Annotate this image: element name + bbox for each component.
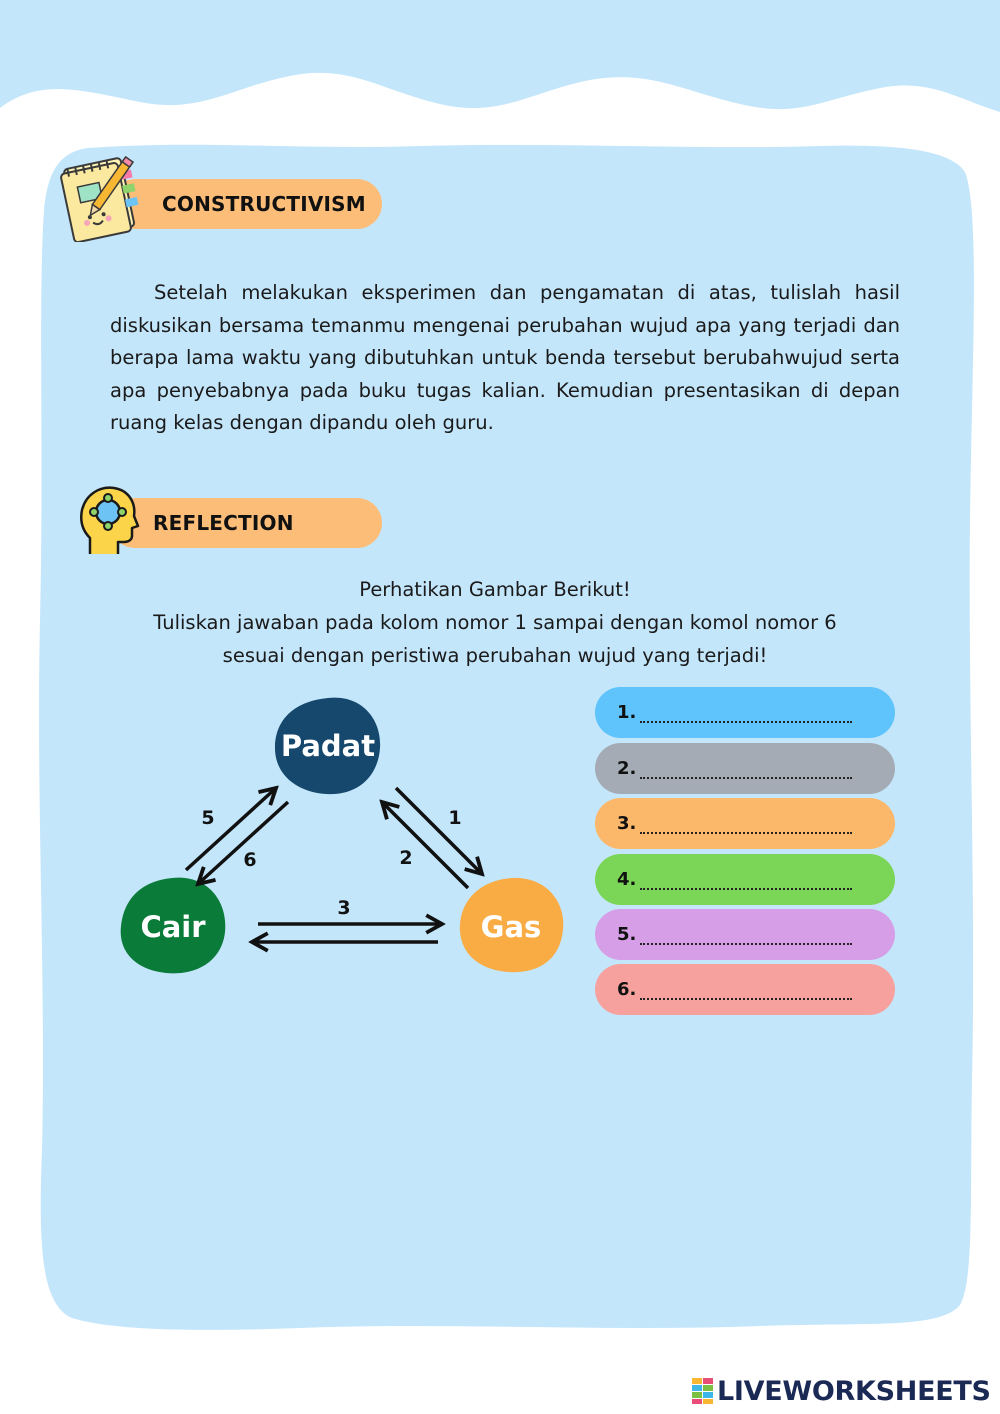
- answer-number: 1.: [617, 702, 637, 723]
- answer-blank-line[interactable]: [640, 986, 852, 1000]
- notebook-pencil-icon: [56, 152, 150, 242]
- arrow-number-5: 5: [201, 807, 215, 829]
- answer-number: 5.: [617, 924, 637, 945]
- gas-label: Gas: [480, 910, 542, 944]
- arrow-number-6: 6: [243, 849, 257, 871]
- liveworksheets-wordmark: LIVEWORKSHEETS: [717, 1375, 991, 1407]
- arrow-number-3: 3: [337, 897, 351, 919]
- arrow-number-1: 1: [448, 807, 462, 829]
- instruction-line-3: sesuai dengan peristiwa perubahan wujud yang terjadi!: [222, 644, 768, 667]
- instruction-line-1: Perhatikan Gambar Berikut!: [359, 578, 631, 601]
- reflection-title: REFLECTION: [153, 511, 294, 535]
- constructivism-title: CONSTRUCTIVISM: [162, 192, 366, 216]
- answer-blank-line[interactable]: [640, 876, 852, 890]
- answer-field-2[interactable]: [595, 743, 895, 794]
- answer-blank-line[interactable]: [640, 709, 852, 723]
- answer-field-5[interactable]: [595, 909, 895, 960]
- answer-blank-line[interactable]: [640, 820, 852, 834]
- cair-label: Cair: [140, 910, 206, 944]
- reflection-header: [110, 498, 382, 548]
- answer-number: 6.: [617, 979, 637, 1000]
- answer-number: 2.: [617, 758, 637, 779]
- answer-number: 4.: [617, 869, 637, 890]
- constructivism-header: [110, 179, 382, 229]
- liveworksheets-logo-icon: [692, 1378, 714, 1404]
- answer-field-1[interactable]: [595, 687, 895, 738]
- answer-blank-line[interactable]: [640, 765, 852, 779]
- answer-field-4[interactable]: [595, 854, 895, 905]
- answer-field-3[interactable]: [595, 798, 895, 849]
- constructivism-paragraph: Setelah melakukan eksperimen dan pengamatan di atas, tulislah hasil diskusikan bersama temanmu mengenai perubahan wujud apa yang terjadi dan berapa lama waktu yang dibutuhkan untuk benda tersebut berubahwujud serta apa penyebabnya pada buku tugas kalian. Kemudian presentasikan di depan ruang kelas dengan dipandu oleh guru.: [110, 281, 900, 434]
- arrow-number-2: 2: [399, 847, 413, 869]
- padat-label: Padat: [280, 729, 376, 763]
- answer-number: 3.: [617, 813, 637, 834]
- arrow-5: [186, 788, 276, 870]
- state-change-diagram: [100, 690, 580, 990]
- liveworksheets-brand[interactable]: [692, 1373, 991, 1409]
- head-idea-icon: [78, 484, 140, 556]
- answer-blank-line[interactable]: [640, 931, 852, 945]
- answer-field-6[interactable]: [595, 964, 895, 1015]
- instruction-line-2: Tuliskan jawaban pada kolom nomor 1 sampai dengan komol nomor 6: [153, 611, 837, 634]
